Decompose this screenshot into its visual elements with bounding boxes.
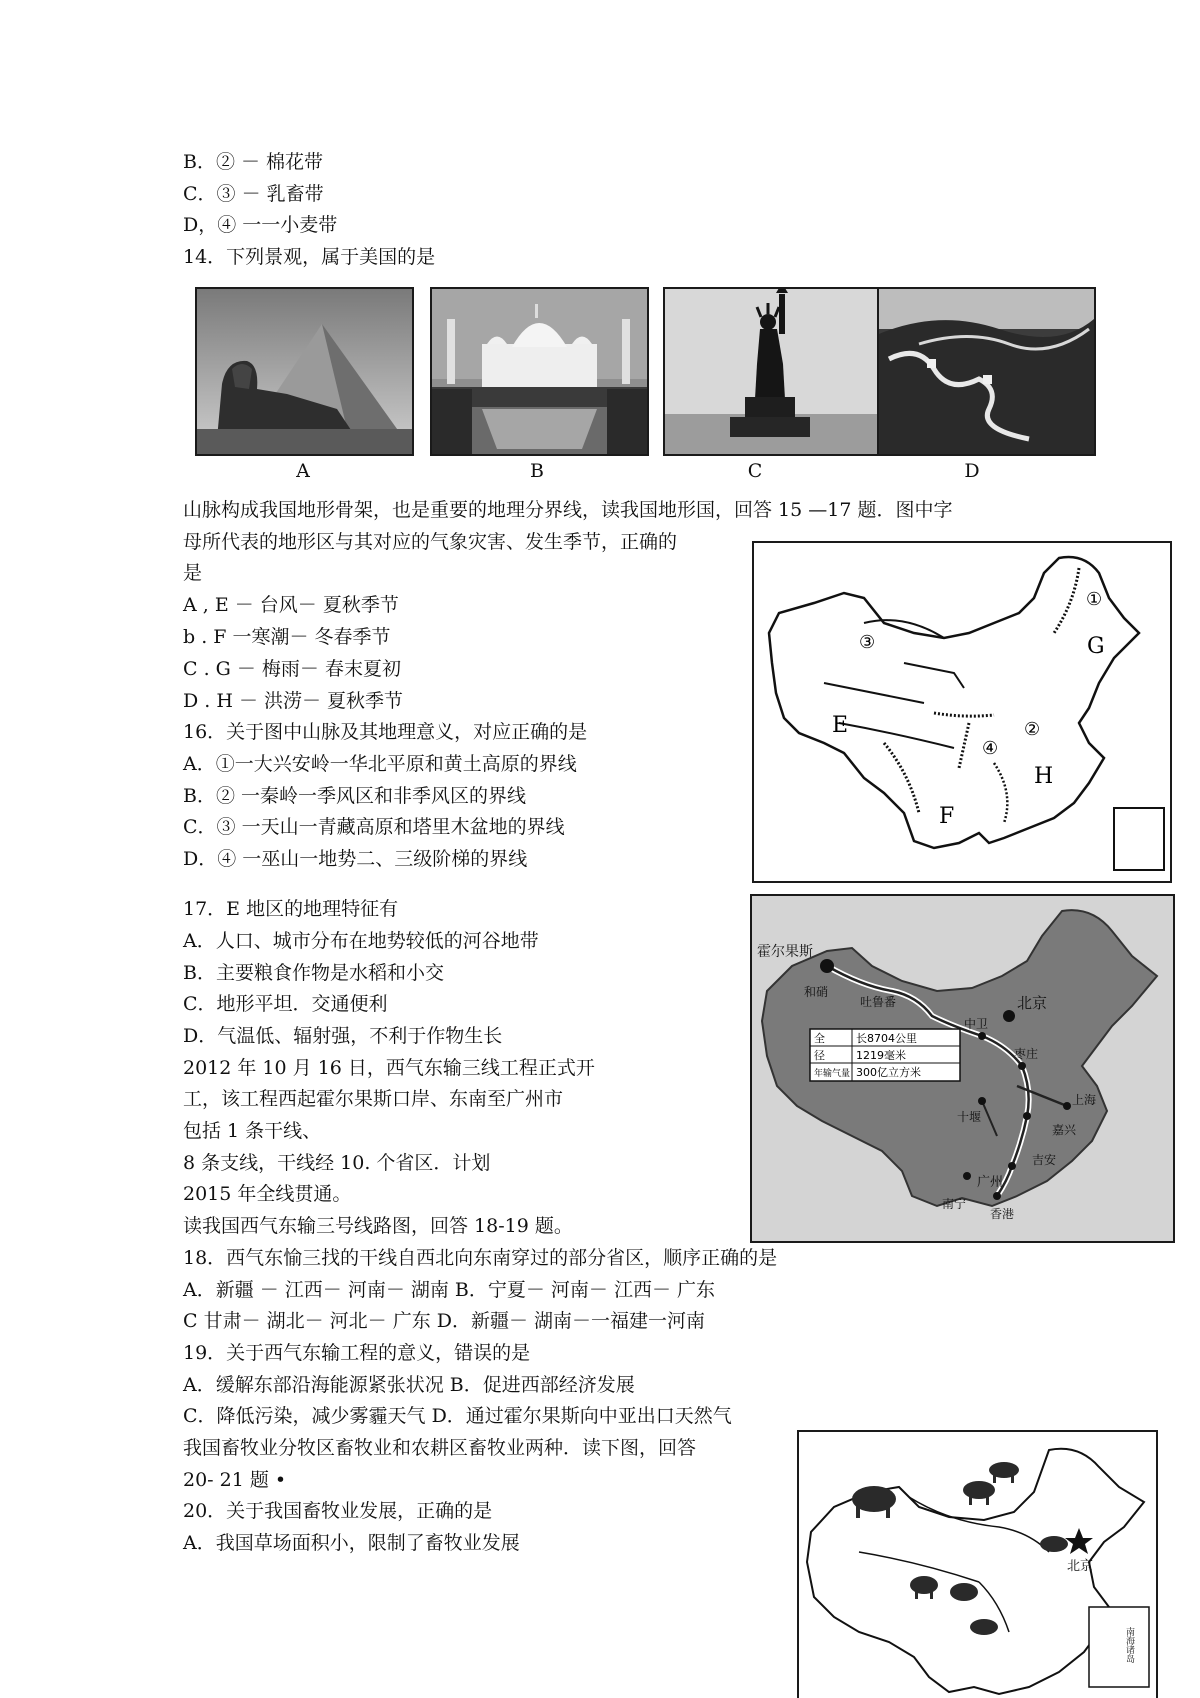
q15-option-b: b . F 一寒潮－ 冬春季节 [183, 626, 391, 648]
table-label-capacity: 年输气量 [814, 1069, 851, 1079]
inset-south-china-sea: 南海诸岛 [1124, 1627, 1134, 1663]
place-horgos: 霍尔果斯 [757, 944, 813, 960]
q18-options-cd: C 甘肃－ 湖北－ 河北－ 广东 D．新疆－ 湖南－一福建一河南 [183, 1310, 706, 1332]
place-shanghai: 上海 [1072, 1093, 1097, 1107]
q20-21-intro-line2: 20- 21 题 • [183, 1469, 287, 1491]
q18-options-ab: A．新疆 － 江西－ 河南－ 湖南 B．宁夏－ 河南－ 江西－ 广东 [183, 1279, 716, 1301]
q16-option-b: B．② 一秦岭一季风区和非季风区的界线 [183, 785, 527, 807]
landscape-photo-a [195, 287, 414, 456]
table-label-diameter: 径 [814, 1049, 825, 1062]
q13-option-c: C．③ － 乳畜带 [183, 183, 324, 205]
place-zaozhuang: 枣庄 [1014, 1047, 1039, 1061]
q20-21-intro-line1: 我国畜牧业分牧区畜牧业和农耕区畜牧业两种．读下图，回答 [183, 1437, 697, 1459]
place-jiaxing: 嘉兴 [1052, 1123, 1077, 1137]
place-guangzhou: 广州 [977, 1175, 1004, 1190]
table-value-length: 长8704公里 [856, 1032, 917, 1045]
q13-option-b: B．② － 棉花带 [183, 151, 324, 173]
place-nanning: 南宁 [942, 1197, 967, 1211]
q18-19-intro-line1: 2012 年 10 月 16 日，西气东输三线工程正式开 [183, 1057, 595, 1079]
q19-stem: 19．关于西气东输工程的意义，错误的是 [183, 1342, 531, 1364]
q15-17-intro-line1: 山脉构成我国地形骨架，也是重要的地理分界线，读我国地形国，回答 15 —17 题．图中字 [183, 499, 953, 521]
q15-option-d: D . H － 洪涝－ 夏秋季节 [183, 690, 404, 712]
photo-b-caption: B [530, 460, 544, 482]
place-zhongwei: 中卫 [964, 1017, 989, 1031]
q15-option-c: C . G － 梅雨－ 春末夏初 [183, 658, 401, 680]
table-label-length: 全 [814, 1032, 825, 1045]
q17-option-d: D．气温低、辐射强，不利于作物生长 [183, 1025, 503, 1047]
pipeline-map [750, 894, 1175, 1243]
place-shiyan: 十堰 [957, 1110, 982, 1124]
q18-stem: 18．西气东愉三找的干线自西北向东南穿过的部分省区，顺序正确的是 [183, 1247, 778, 1269]
q16-stem: 16．关于图中山脉及其地理意义，对应正确的是 [183, 721, 588, 743]
q18-19-intro-line4: 8 条支线，干线经 10. 个省区．计划 [183, 1152, 491, 1174]
place-hongkong: 香港 [990, 1207, 1015, 1221]
q17-option-c: C．地形平坦．交通便利 [183, 993, 388, 1015]
q20-stem: 20．关于我国畜牧业发展，正确的是 [183, 1500, 493, 1522]
place-beijing: 北京 [1017, 994, 1048, 1012]
place-jian: 吉安 [1032, 1153, 1057, 1167]
landscape-photo-d [877, 287, 1096, 456]
marker-2: ② [1024, 719, 1041, 740]
q18-19-intro-line6: 读我国西气东输三号线路图，回答 18-19 题。 [183, 1215, 573, 1237]
place-hexiao: 和硝 [804, 985, 829, 999]
q15-option-a: A , E － 台风－ 夏秋季节 [183, 594, 399, 616]
q18-19-intro-line3: 包括 1 条干线、 [183, 1120, 322, 1142]
q16-option-a: A．①一大兴安岭一华北平原和黄土高原的界线 [183, 753, 577, 775]
q19-options-cd: C．降低污染，减少雾霾天气 D．通过霍尔果斯向中亚出口天然气 [183, 1405, 732, 1427]
place-turpan: 吐鲁番 [860, 995, 897, 1009]
region-f-label: F [939, 804, 955, 829]
livestock-map [797, 1430, 1158, 1698]
region-g-label: G [1087, 634, 1105, 659]
q16-option-d: D．④ 一巫山一地势二、三级阶梯的界线 [183, 848, 528, 870]
region-e-label: E [832, 713, 849, 738]
q15-stem-line1: 母所代表的地形区与其对应的气象灾害、发生季节，正确的 [183, 531, 678, 553]
marker-3: ③ [859, 632, 876, 653]
q15-stem-line2: 是 [183, 562, 203, 584]
q13-option-d: D，④ 一一小麦带 [183, 214, 338, 236]
marker-4: ④ [982, 738, 999, 759]
place-beijing-livestock: 北京 [1067, 1559, 1094, 1574]
q17-option-a: A．人口、城市分布在地势较低的河谷地带 [183, 930, 539, 952]
q19-options-ab: A．缓解东部沿海能源紧张状况 B．促进西部经济发展 [183, 1374, 635, 1396]
q16-option-c: C．③ 一天山一青藏高原和塔里木盆地的界线 [183, 816, 565, 838]
photo-d-caption: D [964, 460, 980, 482]
table-value-diameter: 1219毫米 [856, 1049, 906, 1062]
region-h-label: H [1034, 764, 1054, 789]
q17-option-b: B．主要粮食作物是水稻和小交 [183, 962, 444, 984]
q14-stem: 14．下列景观，属于美国的是 [183, 246, 436, 268]
photo-a-caption: A [296, 460, 310, 482]
photo-c-caption: C [747, 460, 763, 482]
table-value-capacity: 300亿立方米 [856, 1066, 921, 1079]
q20-option-a: A．我国草场面积小，限制了畜牧业发展 [183, 1532, 520, 1554]
q18-19-intro-line5: 2015 年全线贯通。 [183, 1183, 352, 1205]
landscape-photo-b [430, 287, 649, 456]
terrain-map [752, 541, 1172, 883]
q17-stem: 17．E 地区的地理特征有 [183, 898, 399, 920]
marker-1: ① [1086, 589, 1103, 610]
landscape-photo-c [663, 287, 882, 456]
q18-19-intro-line2: 工，该工程西起霍尔果斯口岸、东南至广州市 [183, 1088, 564, 1110]
